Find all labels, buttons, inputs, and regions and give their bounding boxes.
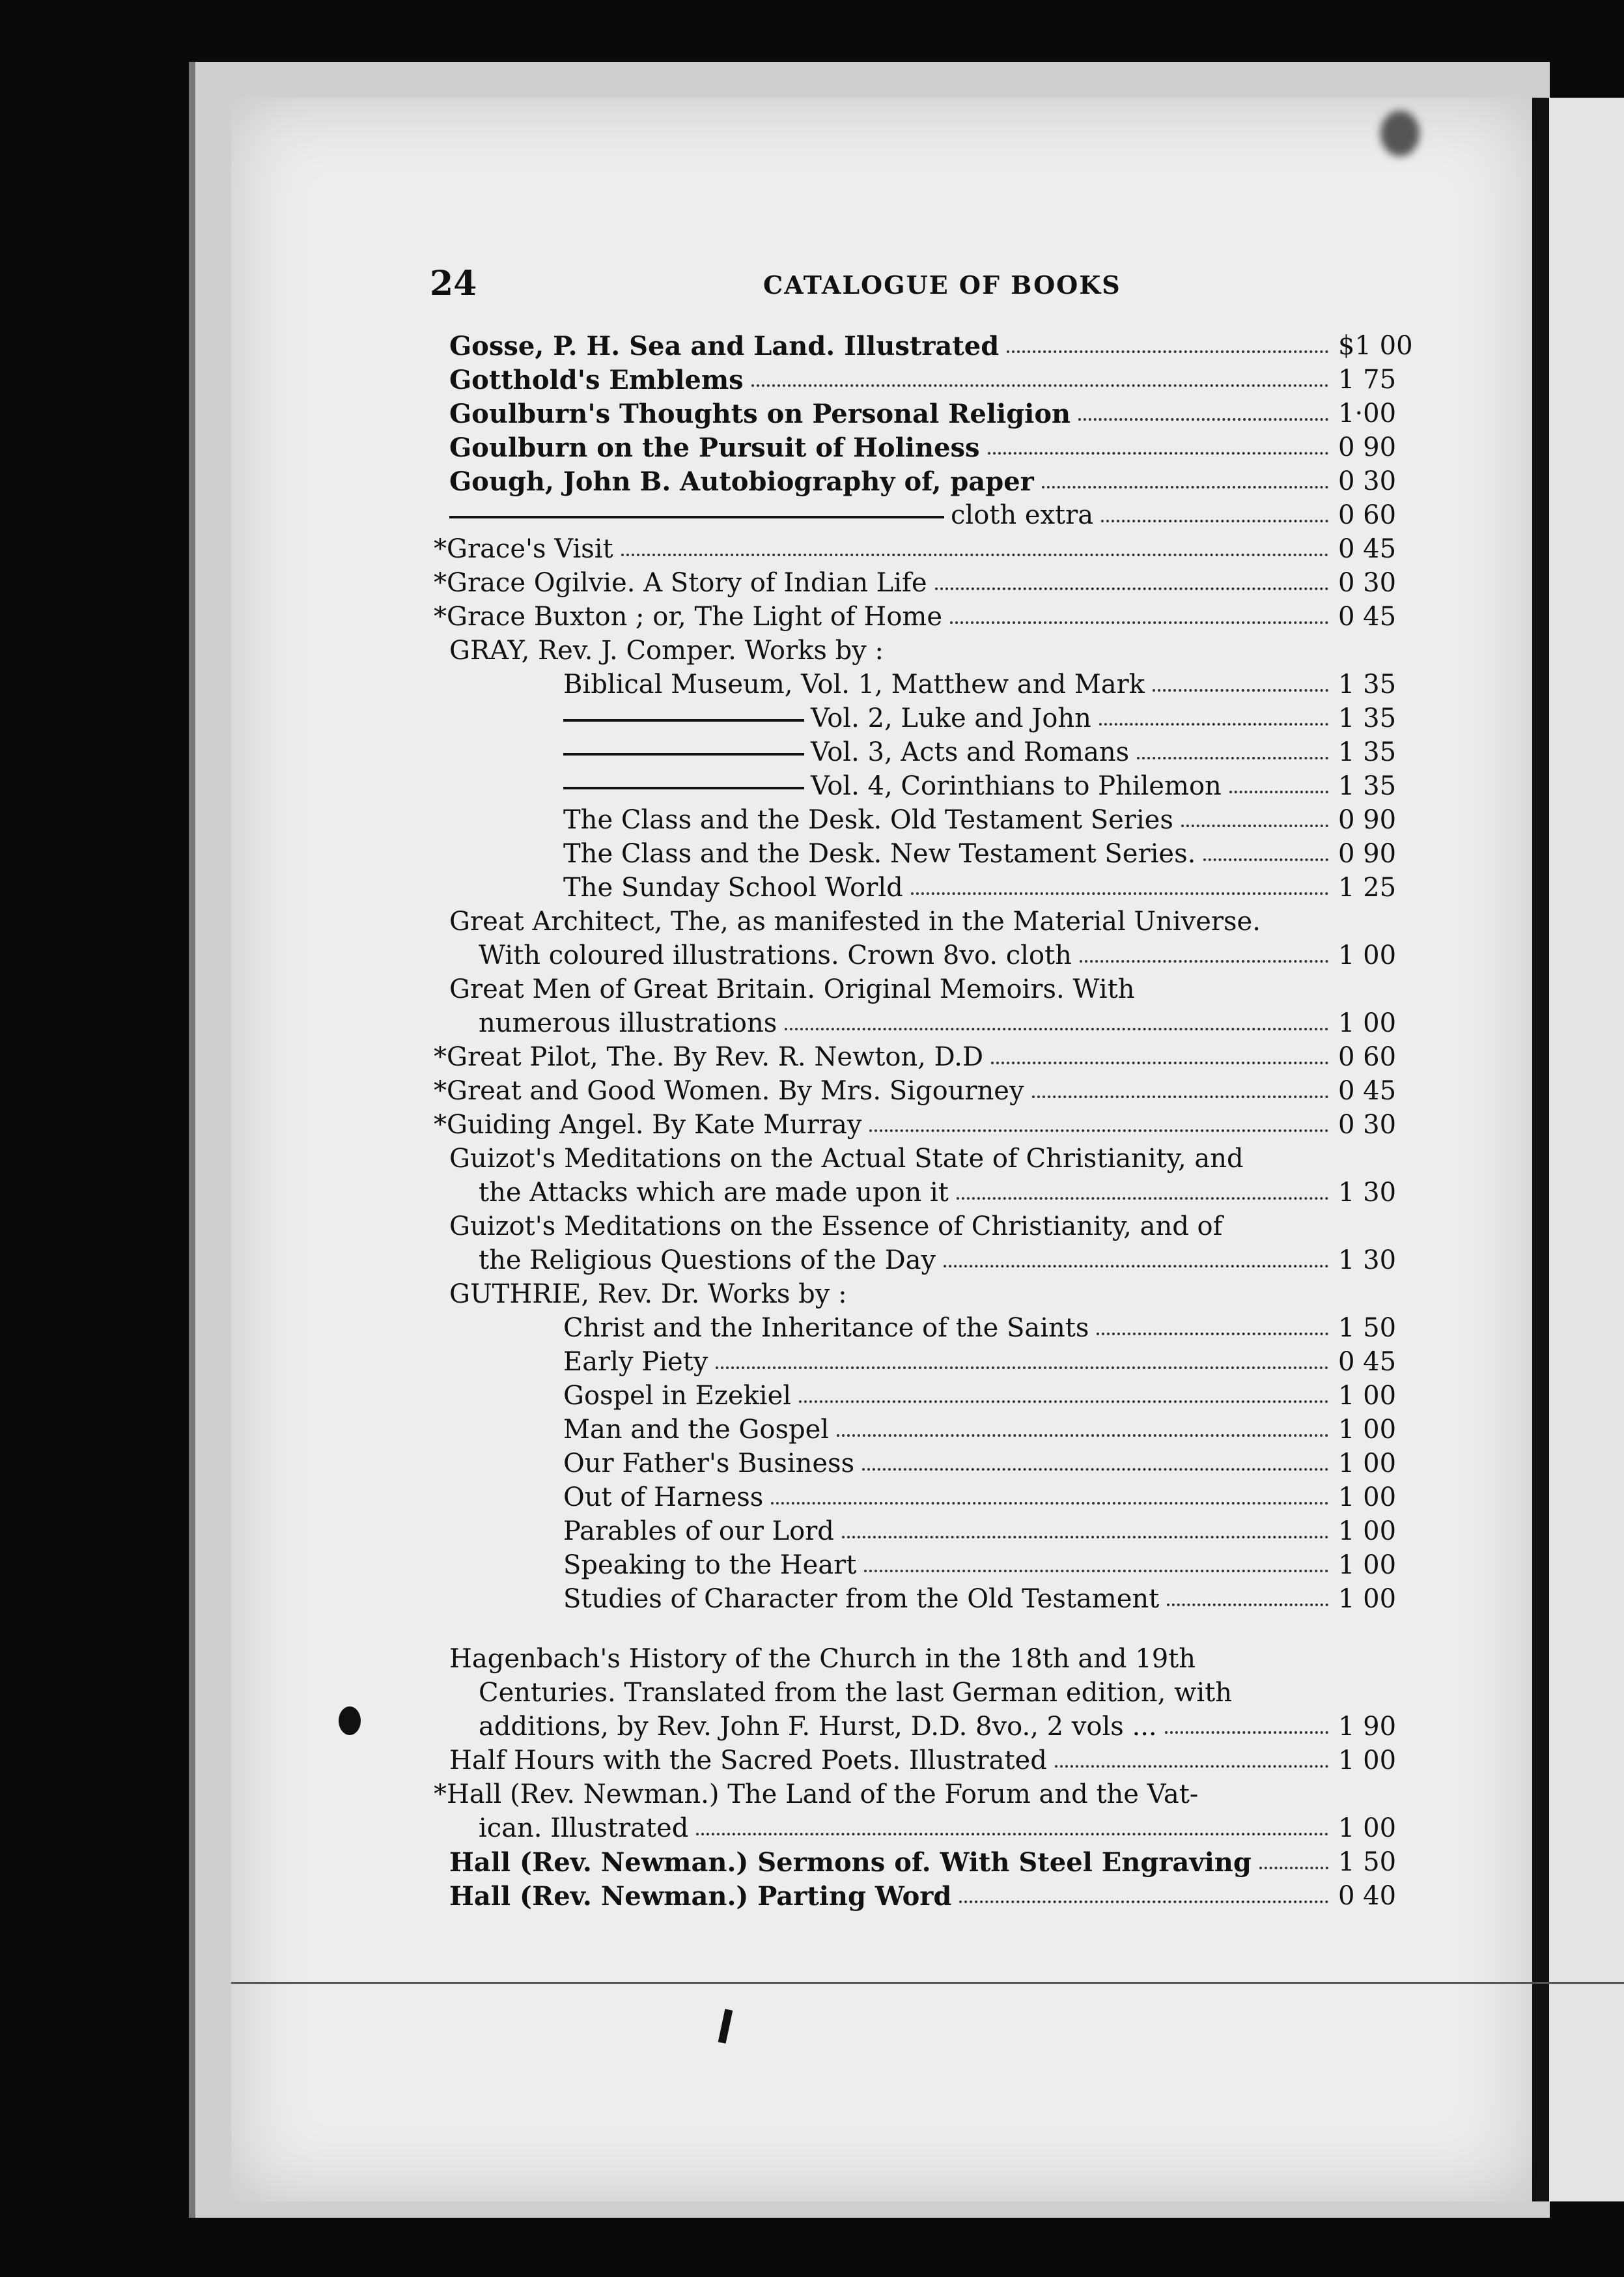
entry-price: 1 00 bbox=[1338, 1813, 1397, 1843]
entry-title bbox=[563, 1381, 791, 1411]
entry-price: 1 35 bbox=[1338, 670, 1397, 700]
catalogue-entry bbox=[417, 703, 1420, 737]
entry-price: 0 30 bbox=[1338, 1110, 1397, 1140]
entry-price: 1 30 bbox=[1338, 1245, 1397, 1275]
entry-text: Great Men of Great Britain. Original Memoirs. With bbox=[449, 974, 1135, 1004]
entry-title bbox=[434, 602, 942, 632]
entry-text: GUTHRIE, Rev. Dr. Works by : bbox=[449, 1279, 847, 1309]
dot-leader bbox=[1099, 723, 1328, 726]
catalogue-entry bbox=[417, 1381, 1420, 1415]
entry-title bbox=[449, 1279, 847, 1309]
entry-text: Gough, John B. Autobiography of, paper bbox=[449, 466, 1034, 497]
entry-text: Gosse, P. H. Sea and Land. Illustrated bbox=[449, 331, 1000, 361]
catalogue-entry bbox=[417, 1813, 1420, 1847]
entry-title bbox=[563, 1313, 1089, 1343]
entry-title bbox=[563, 737, 1129, 767]
entry-title bbox=[563, 771, 1222, 801]
dot-leader bbox=[696, 1833, 1328, 1835]
entry-title bbox=[563, 1584, 1159, 1614]
catalogue-entry bbox=[417, 940, 1420, 974]
entry-price: 1 50 bbox=[1338, 1313, 1397, 1343]
catalogue-entry bbox=[417, 636, 1420, 670]
entry-text: The Sunday School World bbox=[563, 873, 903, 903]
entry-title bbox=[449, 399, 1071, 429]
entry-text: Our Father's Business bbox=[563, 1449, 855, 1478]
entry-price: 1 00 bbox=[1338, 1516, 1397, 1546]
entry-text: The Class and the Desk. Old Testament Series bbox=[563, 805, 1173, 835]
entry-price: 1 35 bbox=[1338, 737, 1397, 767]
catalogue-entry bbox=[417, 500, 1420, 534]
catalogue-entry bbox=[417, 1712, 1420, 1746]
catalogue-entry bbox=[417, 873, 1420, 907]
dot-leader bbox=[991, 1062, 1328, 1064]
catalogue-entry bbox=[417, 1584, 1420, 1618]
dot-leader bbox=[862, 1468, 1328, 1471]
entry-title bbox=[479, 1245, 936, 1275]
entry-text: Half Hours with the Sacred Poets. Illustrated bbox=[449, 1746, 1047, 1775]
entry-title bbox=[563, 1550, 856, 1580]
entry-title bbox=[449, 1847, 1252, 1878]
dot-leader bbox=[1078, 418, 1328, 421]
entry-text: Studies of Character from the Old Testament bbox=[563, 1584, 1160, 1614]
ink-blot bbox=[339, 1706, 361, 1735]
entry-text: Guizot's Meditations on the Actual State of Christianity, and bbox=[449, 1144, 1244, 1174]
catalogue-entry bbox=[417, 1516, 1420, 1550]
entry-title bbox=[449, 500, 1093, 530]
catalogue-entry bbox=[417, 1746, 1420, 1779]
entry-price: 1 00 bbox=[1338, 940, 1397, 970]
catalogue-entry bbox=[417, 1042, 1420, 1076]
entry-text: Parables of our Lord bbox=[563, 1516, 834, 1546]
entry-title bbox=[479, 1008, 777, 1038]
entry-price: 0 45 bbox=[1338, 1076, 1397, 1106]
entry-text: *Hall (Rev. Newman.) The Land of the Forum and the Vat- bbox=[434, 1779, 1199, 1809]
entry-title bbox=[479, 1178, 949, 1208]
entry-title bbox=[449, 432, 980, 463]
entry-title bbox=[434, 1042, 983, 1072]
dot-leader bbox=[751, 384, 1328, 387]
entry-text: Vol. 2, Luke and John bbox=[811, 703, 1091, 733]
entry-price: $1 00 bbox=[1338, 331, 1413, 361]
catalogue-entry bbox=[417, 1313, 1420, 1347]
entry-title bbox=[449, 1881, 951, 1912]
dot-leader bbox=[716, 1366, 1328, 1369]
ditto-rule bbox=[449, 516, 944, 518]
entry-title bbox=[449, 365, 744, 395]
entry-text: Hall (Rev. Newman.) Sermons of. With Steel Engraving bbox=[449, 1847, 1252, 1878]
dot-leader bbox=[799, 1400, 1328, 1403]
catalogue-entry bbox=[417, 737, 1420, 771]
entry-title bbox=[434, 1076, 1024, 1106]
entry-text: Out of Harness bbox=[563, 1482, 764, 1512]
entry-price: 0 60 bbox=[1338, 500, 1397, 530]
dot-leader bbox=[869, 1129, 1328, 1132]
entry-text: Christ and the Inheritance of the Saints bbox=[563, 1313, 1089, 1343]
entry-text: additions, by Rev. John F. Hurst, D.D. 8vo., 2 vols ... bbox=[479, 1712, 1157, 1742]
catalogue-entry bbox=[417, 1245, 1420, 1279]
entry-text: *Grace's Visit bbox=[434, 534, 613, 564]
entry-text: *Guiding Angel. By Kate Murray bbox=[434, 1110, 862, 1140]
entry-price: 0 45 bbox=[1338, 534, 1397, 564]
entry-price: 1 75 bbox=[1338, 365, 1397, 395]
catalogue-entry bbox=[417, 974, 1420, 1008]
catalogue-entry bbox=[417, 1550, 1420, 1584]
entry-text: Goulburn's Thoughts on Personal Religion bbox=[449, 399, 1071, 429]
dot-leader bbox=[837, 1434, 1328, 1437]
ditto-rule bbox=[563, 787, 804, 789]
entry-price: 1·00 bbox=[1338, 399, 1397, 429]
entry-text: Vol. 3, Acts and Romans bbox=[811, 737, 1130, 767]
entry-price: 1 25 bbox=[1338, 873, 1397, 903]
entry-price: 1 00 bbox=[1338, 1482, 1397, 1512]
section-gap bbox=[417, 1618, 1420, 1644]
catalogue-entries bbox=[417, 331, 1420, 1915]
dot-leader bbox=[785, 1028, 1328, 1030]
entry-title bbox=[563, 670, 1145, 700]
entry-text: *Grace Ogilvie. A Story of Indian Life bbox=[434, 568, 927, 598]
entry-price: 1 90 bbox=[1338, 1712, 1397, 1742]
entry-text: Hagenbach's History of the Church in the 18th and 19th bbox=[449, 1644, 1196, 1674]
entry-title bbox=[449, 907, 1261, 937]
entry-title bbox=[449, 1211, 1222, 1241]
entry-price: 0 90 bbox=[1338, 432, 1397, 462]
entry-title bbox=[434, 1779, 1198, 1809]
entry-price: 1 00 bbox=[1338, 1550, 1397, 1580]
catalogue-entry bbox=[417, 534, 1420, 568]
dot-leader bbox=[1032, 1096, 1328, 1098]
entry-text: Biblical Museum, Vol. 1, Matthew and Mark bbox=[563, 670, 1145, 700]
page-gutter bbox=[1532, 98, 1549, 2201]
entry-text: Man and the Gospel bbox=[563, 1415, 830, 1445]
catalogue-entry bbox=[417, 1644, 1420, 1678]
entry-title bbox=[563, 1449, 854, 1478]
entry-text: the Religious Questions of the Day bbox=[479, 1245, 936, 1275]
entry-text: Guizot's Meditations on the Essence of Christianity, and of bbox=[449, 1211, 1223, 1241]
catalogue-entry bbox=[417, 365, 1420, 399]
entry-price: 1 35 bbox=[1338, 703, 1397, 733]
entry-text: the Attacks which are made upon it bbox=[479, 1178, 949, 1208]
entry-price: 1 50 bbox=[1338, 1847, 1397, 1877]
entry-title bbox=[434, 568, 927, 598]
entry-text: GRAY, Rev. J. Comper. Works by : bbox=[449, 636, 884, 666]
entry-title bbox=[563, 1516, 834, 1546]
entry-title bbox=[563, 1482, 763, 1512]
entry-text: *Grace Buxton ; or, The Light of Home bbox=[434, 602, 942, 632]
page-bottom-rule bbox=[231, 1982, 1624, 1984]
entry-price: 1 00 bbox=[1338, 1381, 1397, 1411]
entry-price: 1 35 bbox=[1338, 771, 1397, 801]
ditto-rule bbox=[563, 753, 804, 756]
catalogue-entry bbox=[417, 1847, 1420, 1881]
catalogue-entry bbox=[417, 771, 1420, 805]
entry-price: 0 30 bbox=[1338, 568, 1397, 598]
dot-leader bbox=[1137, 757, 1328, 759]
entry-title bbox=[434, 1110, 861, 1140]
entry-price: 1 00 bbox=[1338, 1746, 1397, 1775]
dot-leader bbox=[1259, 1867, 1328, 1869]
dot-leader bbox=[1097, 1333, 1328, 1335]
dot-leader bbox=[1080, 960, 1328, 963]
entry-price: 0 90 bbox=[1338, 805, 1397, 835]
catalogue-entry bbox=[417, 1482, 1420, 1516]
entry-text: *Great Pilot, The. By Rev. R. Newton, D.D bbox=[434, 1042, 984, 1072]
entry-title bbox=[449, 636, 884, 666]
ditto-rule bbox=[563, 719, 804, 722]
catalogue-entry bbox=[417, 1008, 1420, 1042]
catalogue-entry bbox=[417, 568, 1420, 602]
entry-title bbox=[479, 940, 1072, 970]
catalogue-entry bbox=[417, 1211, 1420, 1245]
catalogue-entry bbox=[417, 602, 1420, 636]
entry-price: 0 30 bbox=[1338, 466, 1397, 496]
dot-leader bbox=[621, 554, 1328, 556]
entry-title bbox=[449, 1144, 1244, 1174]
entry-price: 0 45 bbox=[1338, 602, 1397, 632]
entry-price: 1 00 bbox=[1338, 1584, 1397, 1614]
entry-title bbox=[449, 974, 1134, 1004]
dot-leader bbox=[864, 1570, 1328, 1572]
entry-text: Vol. 4, Corinthians to Philemon bbox=[811, 771, 1222, 801]
entry-title bbox=[449, 466, 1034, 497]
entry-text: Great Architect, The, as manifested in the Material Universe. bbox=[449, 907, 1261, 937]
entry-title bbox=[449, 331, 999, 361]
entry-title bbox=[449, 1644, 1196, 1674]
catalogue-entry bbox=[417, 805, 1420, 839]
dot-leader bbox=[771, 1502, 1328, 1505]
entry-text: Hall (Rev. Newman.) Parting Word bbox=[449, 1881, 952, 1912]
catalogue-entry bbox=[417, 1178, 1420, 1211]
entry-title bbox=[479, 1678, 1232, 1708]
dot-leader bbox=[935, 587, 1329, 590]
entry-price: 0 40 bbox=[1338, 1881, 1397, 1911]
catalogue-entry bbox=[417, 331, 1420, 365]
entry-title bbox=[563, 703, 1091, 733]
catalogue-entry bbox=[417, 1347, 1420, 1381]
entry-title bbox=[563, 873, 903, 903]
entry-text: The Class and the Desk. New Testament Series. bbox=[563, 839, 1196, 869]
dot-leader bbox=[1007, 350, 1328, 353]
catalogue-entry bbox=[417, 466, 1420, 500]
ink-stain bbox=[1380, 111, 1420, 156]
catalogue-entry bbox=[417, 907, 1420, 940]
entry-text: Centuries. Translated from the last German edition, with bbox=[479, 1678, 1232, 1708]
catalogue-entry bbox=[417, 670, 1420, 703]
entry-price: 1 30 bbox=[1338, 1178, 1397, 1208]
entry-text: *Great and Good Women. By Mrs. Sigourney bbox=[434, 1076, 1024, 1106]
entry-title bbox=[479, 1813, 688, 1843]
entry-price: 1 00 bbox=[1338, 1449, 1397, 1478]
dot-leader bbox=[988, 452, 1328, 455]
dot-leader bbox=[1165, 1731, 1328, 1734]
entry-text: ican. Illustrated bbox=[479, 1813, 689, 1843]
entry-text: numerous illustrations bbox=[479, 1008, 777, 1038]
dot-leader bbox=[959, 1901, 1328, 1903]
entry-title bbox=[563, 805, 1173, 835]
entry-title bbox=[563, 839, 1196, 869]
dot-leader bbox=[1101, 520, 1328, 522]
catalogue-entry bbox=[417, 1110, 1420, 1144]
entry-text: Speaking to the Heart bbox=[563, 1550, 857, 1580]
facing-page bbox=[1549, 98, 1624, 2201]
running-head: CATALOGUE OF BOOKS bbox=[763, 270, 1121, 300]
catalogue-entry bbox=[417, 1415, 1420, 1449]
entry-text: cloth extra bbox=[951, 500, 1094, 530]
entry-title bbox=[563, 1347, 708, 1377]
dot-leader bbox=[1167, 1604, 1328, 1606]
dot-leader bbox=[911, 892, 1328, 895]
catalogue-entry bbox=[417, 839, 1420, 873]
catalogue-entry bbox=[417, 1881, 1420, 1915]
dot-leader bbox=[1153, 689, 1328, 692]
entry-title bbox=[479, 1712, 1157, 1742]
dot-leader bbox=[950, 621, 1328, 624]
dot-leader bbox=[1229, 791, 1328, 793]
dot-leader bbox=[1181, 825, 1328, 827]
catalogue-entry bbox=[417, 1678, 1420, 1712]
entry-text: With coloured illustrations. Crown 8vo. cloth bbox=[479, 940, 1072, 970]
dot-leader bbox=[1042, 486, 1328, 488]
catalogue-entry bbox=[417, 1449, 1420, 1482]
catalogue-entry bbox=[417, 1779, 1420, 1813]
entry-price: 1 00 bbox=[1338, 1415, 1397, 1445]
dot-leader bbox=[1203, 858, 1328, 861]
entry-text: Early Piety bbox=[563, 1347, 708, 1377]
entry-text: Gospel in Ezekiel bbox=[563, 1381, 792, 1411]
catalogue-entry bbox=[417, 399, 1420, 432]
entry-text: Gotthold's Emblems bbox=[449, 365, 744, 395]
entry-title bbox=[449, 1746, 1047, 1775]
dot-leader bbox=[842, 1536, 1328, 1538]
entry-price: 0 60 bbox=[1338, 1042, 1397, 1072]
page-number: 24 bbox=[430, 264, 477, 304]
entry-text: Goulburn on the Pursuit of Holiness bbox=[449, 432, 980, 463]
dot-leader bbox=[957, 1197, 1328, 1200]
entry-price: 0 90 bbox=[1338, 839, 1397, 869]
dot-leader bbox=[944, 1265, 1328, 1267]
catalogue-entry bbox=[417, 1144, 1420, 1178]
page-header bbox=[430, 264, 1537, 309]
entry-price: 0 45 bbox=[1338, 1347, 1397, 1377]
catalogue-entry bbox=[417, 1279, 1420, 1313]
dot-leader bbox=[1055, 1765, 1328, 1768]
entry-title bbox=[563, 1415, 829, 1445]
entry-title bbox=[434, 534, 613, 564]
catalogue-entry bbox=[417, 1076, 1420, 1110]
catalogue-entry bbox=[417, 432, 1420, 466]
entry-price: 1 00 bbox=[1338, 1008, 1397, 1038]
